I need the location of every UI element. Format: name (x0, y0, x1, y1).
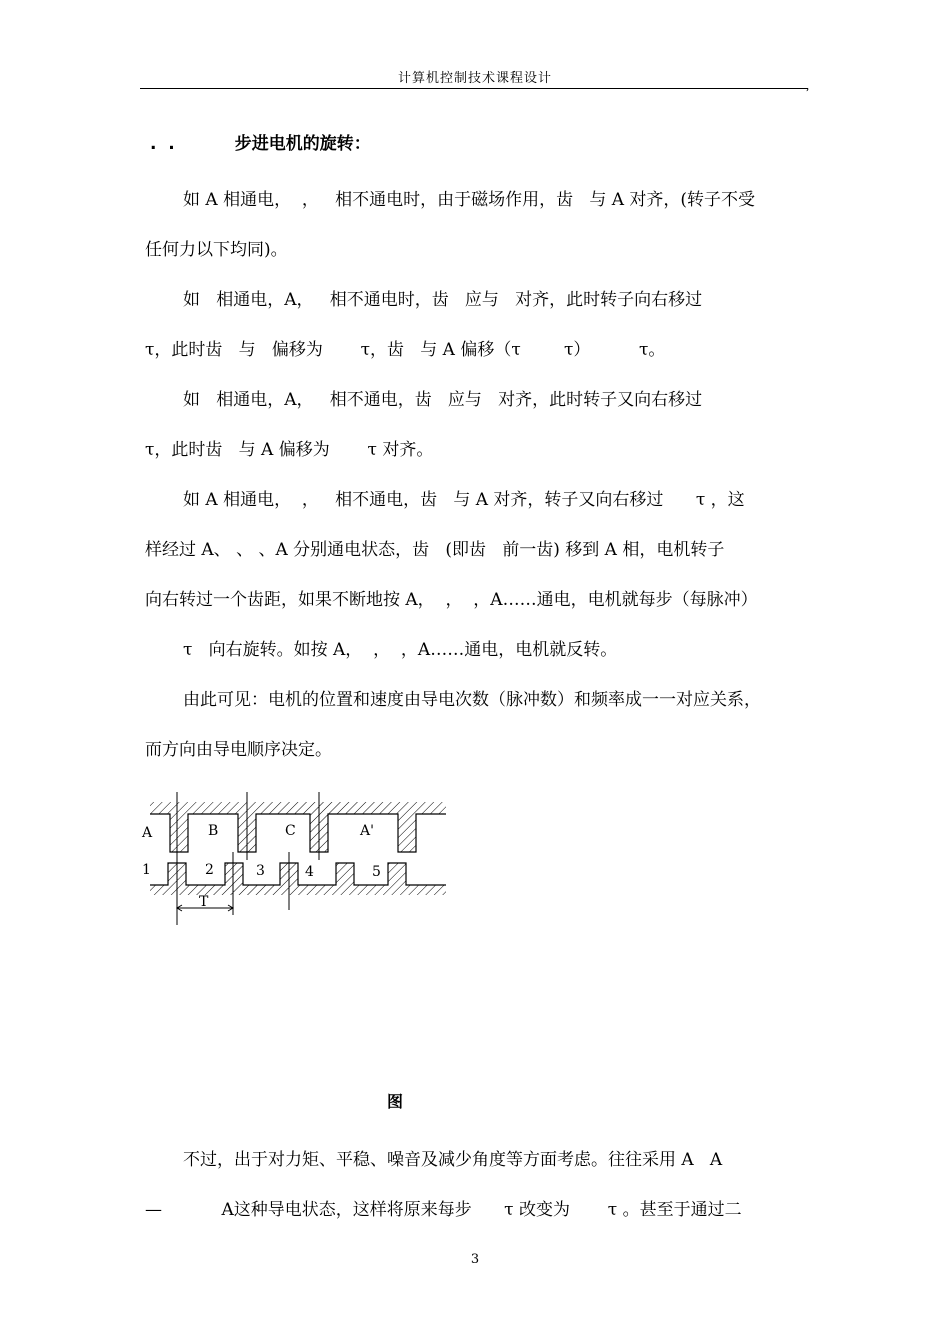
running-header: 计算机控制技术课程设计 (397, 71, 552, 86)
figure-caption: 图 (386, 1092, 403, 1111)
section-number: . . (150, 134, 175, 154)
rotor-tooth-label: 4 (305, 864, 314, 880)
body-line: 由此可见：电机的位置和速度由导电次数（脉冲数）和频率成一一对应关系， (183, 690, 761, 710)
rotor-tooth-label: 2 (205, 862, 214, 878)
header-mark: , (806, 80, 810, 93)
body-line: 如 A 相通电， ， 相不通电时，由于磁场作用，齿 与 A 对齐，(转子不受 (183, 190, 756, 210)
stator-label-c: C (285, 823, 296, 839)
rotor-tooth-label: 3 (256, 863, 265, 879)
pitch-label: T (199, 894, 209, 910)
body-line: 而方向由导电顺序决定。 (145, 740, 332, 760)
body-line: — A这种导电状态，这样将原来每步 τ 改变为 τ 。甚至于通过二 (145, 1200, 742, 1220)
body-line: τ 向右旋转。如按 A， ， ，A……通电，电机就反转。 (183, 640, 618, 660)
stepper-teeth-diagram (140, 790, 450, 930)
rotor-tooth-label: 5 (372, 864, 381, 880)
body-line: 向右转过一个齿距，如果不断地按 A， ， ，A……通电，电机就每步（每脉冲） (145, 590, 758, 610)
body-line: 如 A 相通电， ， 相不通电，齿 与 A 对齐，转子又向右移过 τ ，这 (183, 490, 745, 510)
section-heading (150, 129, 371, 154)
body-line: τ，此时齿 与 A 偏移为 τ 对齐。 (145, 440, 434, 460)
page-number: 3 (470, 1252, 480, 1267)
stator-label-a-prime: A' (360, 823, 374, 839)
stator-label-a: A (142, 825, 153, 841)
body-line: 不过，出于对力矩、平稳、噪音及减少角度等方面考虑。往往采用 A A (183, 1150, 723, 1170)
body-line: 如 相通电，A， 相不通电，齿 应与 对齐，此时转子又向右移过 (183, 390, 703, 410)
body-line: τ，此时齿 与 偏移为 τ，齿 与 A 偏移（τ τ） τ。 (145, 340, 666, 360)
section-title: 步进电机的旋转： (234, 134, 371, 154)
stator (150, 802, 446, 852)
body-line: 如 相通电，A， 相不通电时，齿 应与 对齐，此时转子向右移过 (183, 290, 703, 310)
rotor (150, 863, 446, 895)
rotor-tooth-label: 1 (142, 862, 151, 878)
body-line: 任何力以下均同)。 (145, 240, 288, 260)
header-rule (140, 88, 808, 89)
body-line: 样经过 A、 、 、A 分别通电状态，齿 (即齿 前一齿) 移到 A 相，电机转子 (145, 540, 725, 560)
stator-label-b: B (208, 823, 219, 839)
